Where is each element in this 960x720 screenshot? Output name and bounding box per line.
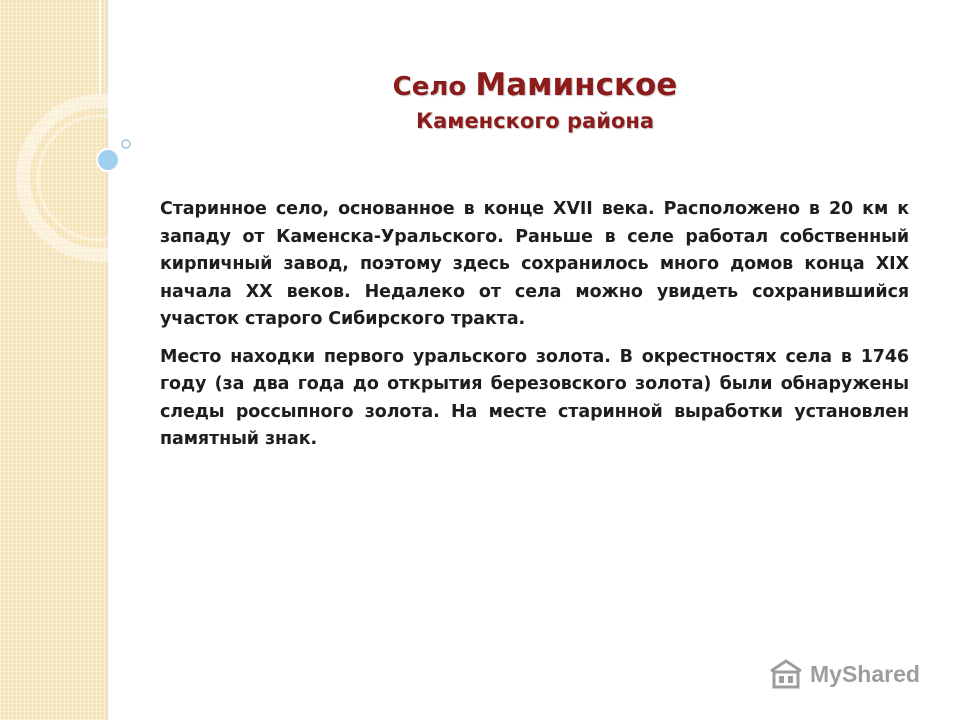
title-word-selo: Село bbox=[392, 72, 467, 102]
myshared-logo-icon bbox=[768, 657, 804, 691]
watermark-text: MyShared bbox=[810, 660, 920, 687]
slide-body bbox=[160, 196, 909, 464]
title-line bbox=[240, 68, 830, 102]
title-word-maminskoe: Маминское bbox=[475, 67, 678, 103]
slide-title bbox=[240, 68, 830, 133]
watermark bbox=[768, 656, 920, 692]
body-paragraph-1: Старинное село, основанное в конце XVII века. Расположено в 20 км к западу от Каменска-Уральского. Раньше в селе работал собственный кирпичный завод, поэтому здесь сохранилось много домов конца XIX начала XX веков. Недалеко от села можно увидеть сохранившийся участок старого Сибирского тракта. bbox=[160, 199, 909, 329]
title-subtitle: Каменского района bbox=[415, 109, 655, 134]
body-paragraph-2: Место находки первого уральского золота. В окрестностях села в 1746 году (за два года до открытия березовского золота) были обнаружены следы россыпного золота. На месте старинной выработки установлен памятный знак. bbox=[160, 346, 909, 449]
blue-dot-icon bbox=[97, 149, 119, 171]
ring-decoration bbox=[0, 0, 160, 260]
small-dot-icon bbox=[122, 140, 130, 148]
